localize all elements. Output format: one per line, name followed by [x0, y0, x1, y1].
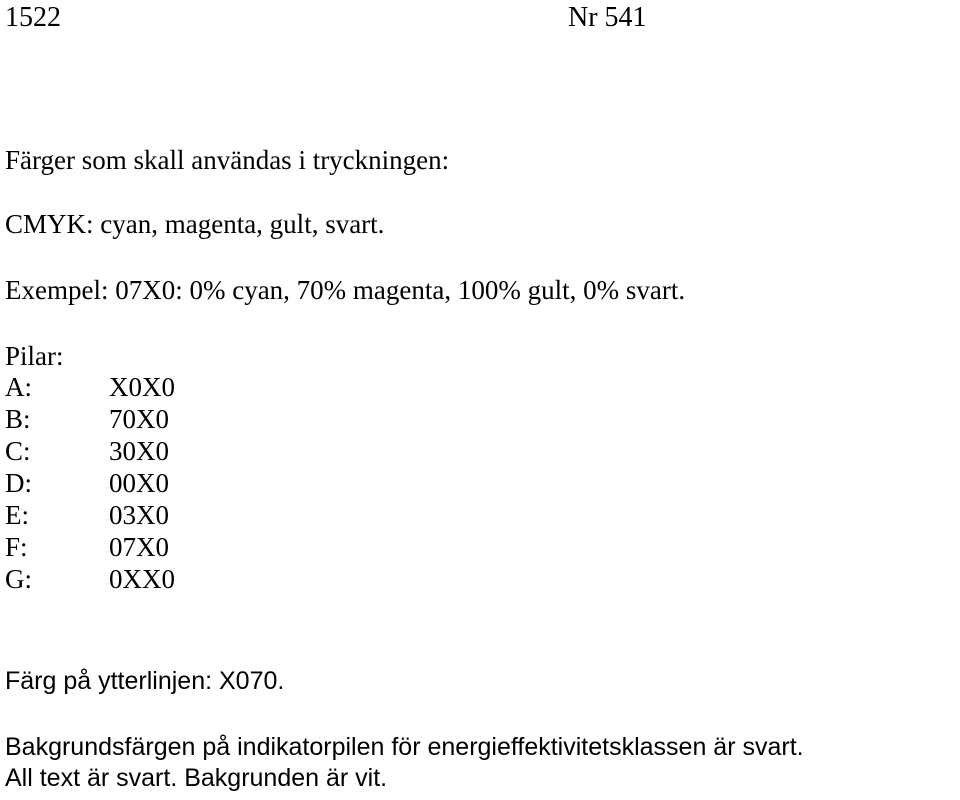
cmyk-line: CMYK: cyan, magenta, gult, svart. [5, 209, 385, 239]
arrow-label: C: [5, 436, 31, 466]
arrow-label: D: [5, 468, 32, 498]
arrow-value: 30X0 [109, 436, 169, 466]
arrow-label: E: [5, 500, 29, 530]
arrow-value: 03X0 [109, 500, 169, 530]
arrow-value: 0XX0 [109, 564, 175, 594]
issue-number: Nr 541 [568, 2, 647, 33]
arrow-value: 00X0 [109, 468, 169, 498]
page-header [0, 0, 960, 40]
example-line: Exempel: 07X0: 0% cyan, 70% magenta, 100% gult, 0% svart. [5, 275, 686, 305]
arrow-label: A: [5, 372, 32, 402]
arrow-label: B: [5, 404, 31, 434]
arrow-value: 07X0 [109, 532, 169, 562]
arrow-value: 70X0 [109, 404, 169, 434]
colors-intro: Färger som skall användas i tryckningen: [5, 145, 450, 175]
arrow-label: G: [5, 564, 32, 594]
arrows-heading: Pilar: [5, 341, 64, 371]
arrow-label: F: [5, 532, 28, 562]
page-number: 1522 [5, 2, 61, 33]
arrow-value: X0X0 [109, 372, 175, 402]
outline-color-line: Färg på ytterlinjen: X070. [5, 667, 285, 695]
background-color-line: Bakgrundsfärgen på indikatorpilen för energieffektivitetsklassen är svart. [5, 733, 804, 761]
all-text-line: All text är svart. Bakgrunden är vit. [5, 764, 388, 792]
